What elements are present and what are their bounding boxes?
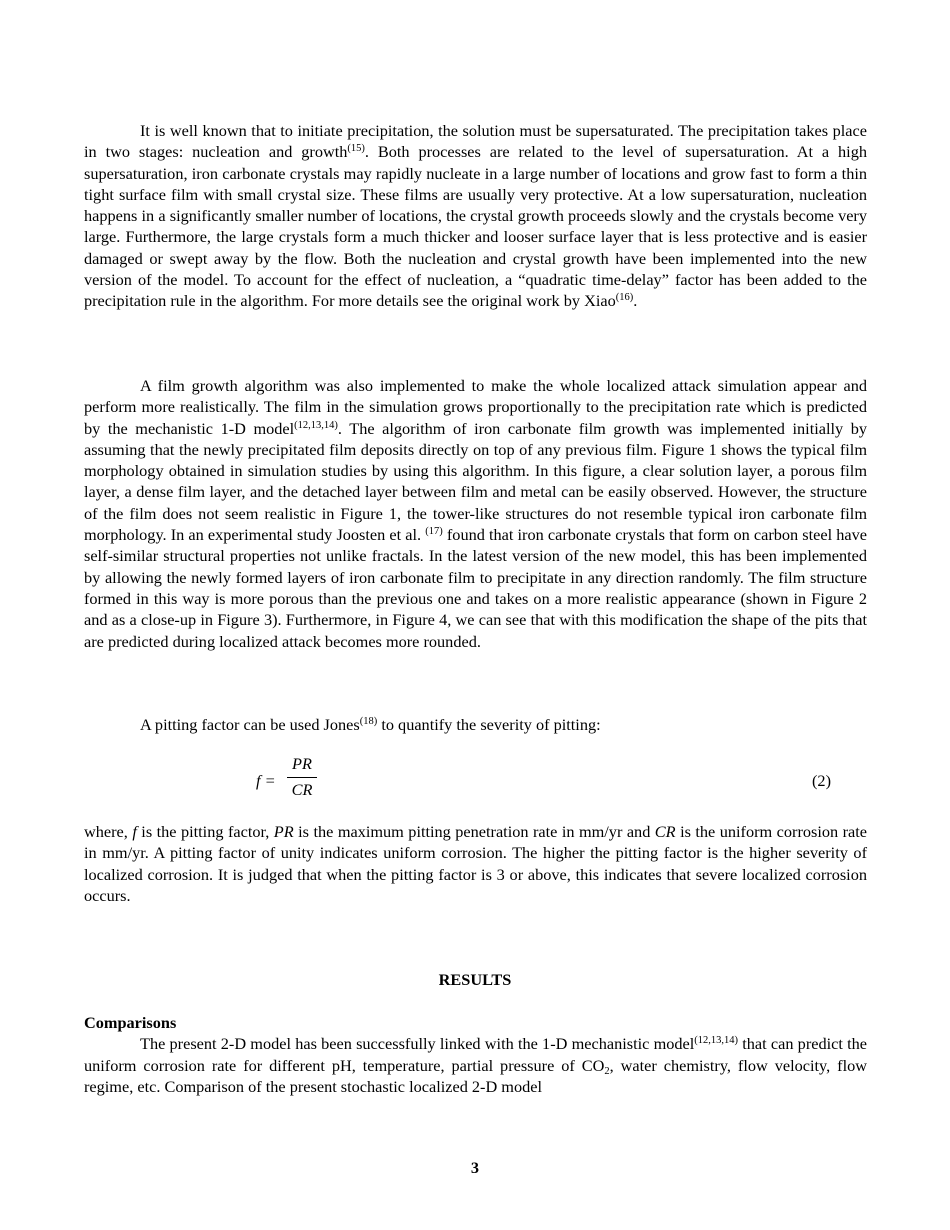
equation-number: (2) (812, 771, 831, 790)
paragraph-pitting-factor-definition: where, f is the pitting factor, PR is the maximum pitting penetration rate in mm/yr and CR is the uniform corrosion rate in mm/yr. A pitting factor of unity indicates uniform corrosion. The higher the pitting factor is the higher severity of localized corrosion. It is judged that when the pitting factor is 3 or above, this indicates that severe localized corrosion occurs. (84, 822, 867, 905)
paragraph-comparisons: The present 2-D model has been successfully linked with the 1-D mechanistic model$^{(12,13,14)}$ that can predict the uniform corrosion rate for different pH, temperature, partial pressure of $CO_2$, water chemistry, flow velocity, flow regime, etc. Comparison of the present stochastic localized 2-D model (84, 1034, 867, 1096)
paragraph-pitting-factor-intro: A pitting factor can be used Jones$^{(18)}$ to quantify the severity of pitting: (140, 715, 601, 734)
citation-12-13-14-b: (12,13,14) (694, 1035, 739, 1047)
equation-numerator: PR (292, 754, 312, 773)
citation-12-13-14: (12,13,14) (294, 419, 338, 431)
page-number: 3 (470, 1158, 480, 1177)
equation-denominator: CR (291, 780, 313, 799)
citation-15: (15) (347, 143, 365, 155)
equation-fraction (287, 754, 317, 801)
citation-18: (18) (359, 716, 378, 727)
subsection-heading-comparisons: Comparisons (84, 1013, 177, 1032)
comparisons-section (84, 1012, 867, 1097)
paragraph-film-growth: A film growth algorithm was also implemented to make the whole localized attack simulation appear and perform more realistically. The film in the simulation grows proportionally to the precipitation rate which is predicted by the mechanistic 1-D model$^{(12,13,14)}$. The algorithm of iron carbonate film growth was implemented initially by assuming that the newly precipitated film deposits directly on top of any previous film. Figure 1 shows the typical film morphology obtained in simulation studies by using this algorithm. In this figure, a clear solution layer, a porous film layer, a dense film layer, and the detached layer between film and metal can be easily observed. However, the structure of the film does not seem realistic in Figure 1, the tower-like structures do not resemble typical iron carbonate film morphology. In an experimental study Joosten et al. $^{(17)}$ found that iron carbonate crystals that form on carbon steel have self-similar structural properties not unlike fractals. In the latest version of the new model, this has been implemented by allowing the newly formed layers of iron carbonate film to precipitate in any direction randomly. The film structure formed in this way is more porous than the previous one and takes on a more realistic appearance (shown in Figure 2 and as a close-up in Figure 3). Furthermore, in Figure 4, we can see that with this modification the shape of the pits that are predicted during localized attack becomes more rounded. (84, 376, 867, 651)
section-heading-results: RESULTS (438, 970, 512, 989)
citation-17: (17) (425, 526, 443, 538)
paragraph-precipitation: It is well known that to initiate precipitation, the solution must be supersaturated. The precipitation takes place in two stages: nucleation and growth$^{(15)}$. Both processes are related to the level of supersaturation. At a high supersaturation, iron carbonate crystals may rapidly nucleate in a large number of locations and grow fast to form a thin tight surface film with small crystal size. These films are usually very protective. At a low supersaturation, nucleation happens in a significantly smaller number of locations, the crystal growth proceeds slowly and the crystals become very large. Furthermore, the large crystals form a much thicker and looser surface layer that is less protective and is easier damaged or swept away by the flow. Both the nucleation and crystal growth have been implemented into the new version of the model. To account for the effect of nucleation, a “quadratic time-delay” factor has been added to the precipitation rule in the algorithm. For more details see the original work by Xiao$^{(16)}$. (84, 121, 867, 311)
citation-16: (16) (615, 292, 634, 304)
fraction-bar (287, 777, 317, 778)
subscript-2: 2 (604, 1065, 610, 1077)
equation-pitting-factor (84, 752, 867, 808)
equation-lhs: f = (256, 771, 276, 790)
